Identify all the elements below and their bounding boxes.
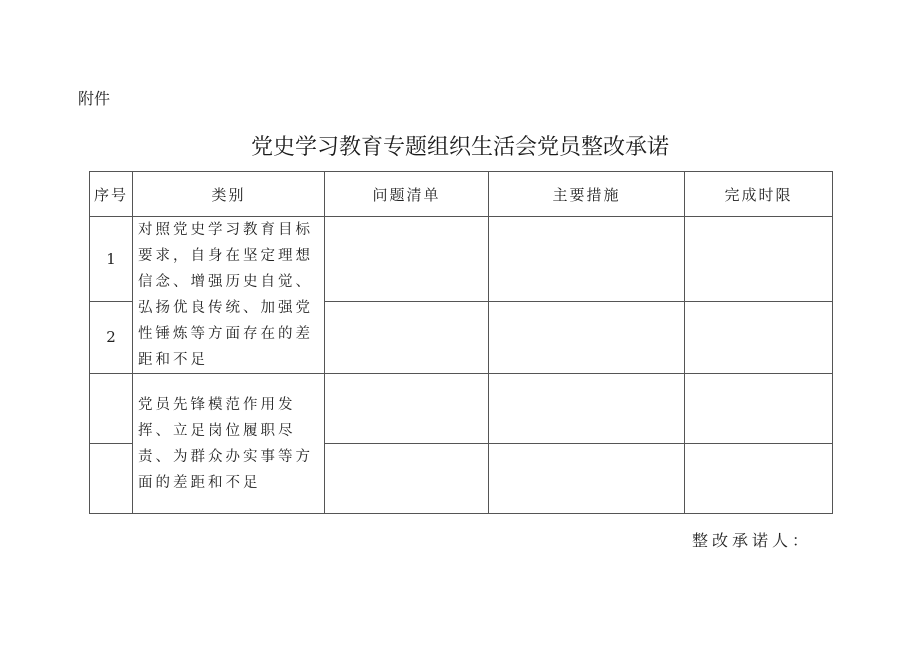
signature-label: 整改承诺人： (692, 531, 813, 550)
header-measures: 主要措施 (489, 172, 685, 217)
page-title: 党史学习教育专题组织生活会党员整改承诺 (250, 135, 669, 160)
table-row (90, 217, 833, 302)
category-cell: 对照党史学习教育目标要求，自身在坚定理想信念、增强历史自觉、弘扬优良传统、加强党性锤炼等方面存在的差距和不足 (133, 217, 325, 374)
row-serial: 1 (90, 217, 133, 302)
header-category: 类别 (133, 172, 325, 217)
header-serial: 序号 (90, 172, 133, 217)
issue-cell[interactable] (325, 217, 489, 302)
header-issue-list: 问题清单 (325, 172, 489, 217)
measure-cell[interactable] (489, 217, 685, 302)
row-serial: 2 (90, 301, 133, 373)
measure-cell[interactable] (489, 444, 685, 514)
deadline-cell[interactable] (685, 444, 833, 514)
deadline-cell[interactable] (685, 217, 833, 302)
row-serial (90, 444, 133, 514)
attachment-label: 附件 (78, 89, 111, 108)
measure-cell[interactable] (489, 301, 685, 373)
category-cell: 党员先锋模范作用发挥、立足岗位履职尽责、为群众办实事等方面的差距和不足 (133, 374, 325, 514)
row-serial (90, 374, 133, 444)
deadline-cell[interactable] (685, 301, 833, 373)
table-row (90, 374, 833, 444)
issue-cell[interactable] (325, 374, 489, 444)
deadline-cell[interactable] (685, 374, 833, 444)
measure-cell[interactable] (489, 374, 685, 444)
rectification-table (89, 171, 833, 514)
table-header-row (90, 172, 833, 217)
issue-cell[interactable] (325, 444, 489, 514)
header-deadline: 完成时限 (685, 172, 833, 217)
issue-cell[interactable] (325, 301, 489, 373)
